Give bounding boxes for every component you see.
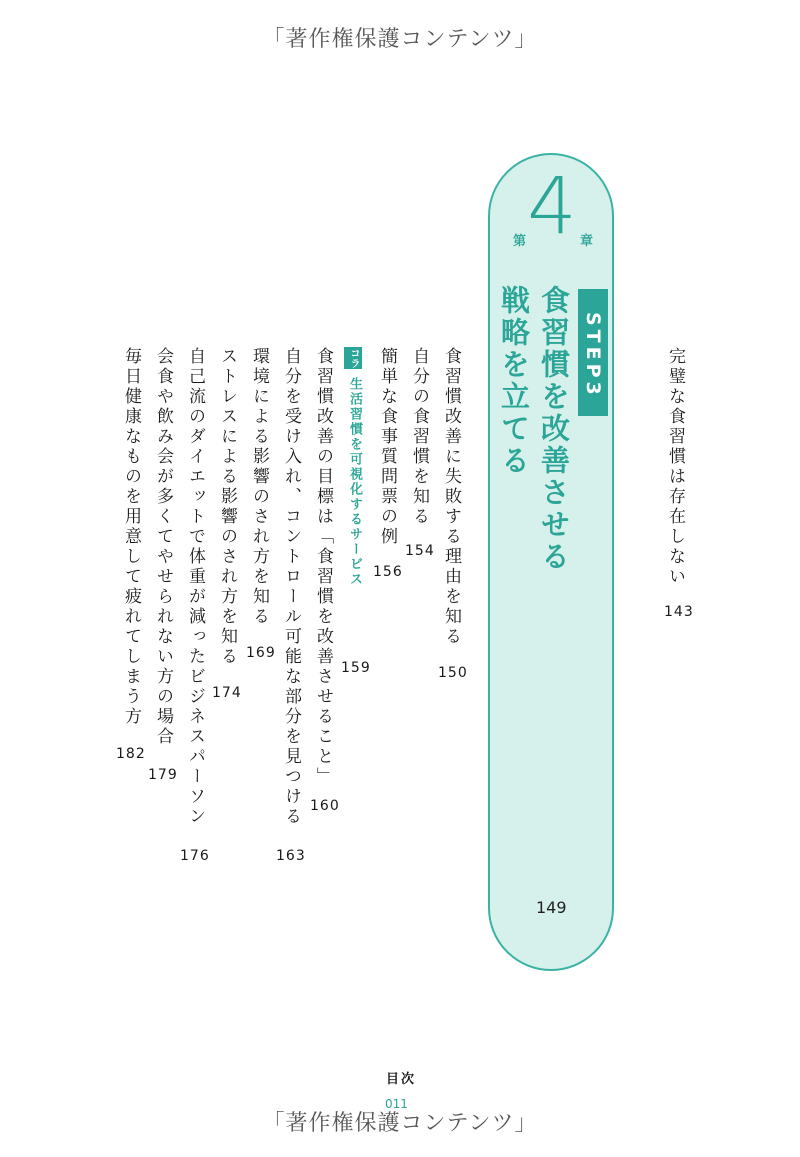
toc-entry[interactable]: 会食や飲み会が多くてやせられない方の場合 — [153, 347, 173, 747]
toc-entry-page: 182 — [116, 746, 146, 762]
chapter-title-line2: 戦略を立てる — [497, 285, 531, 477]
toc-entry[interactable]: 毎日健康なものを用意して疲れてしまう方 — [121, 347, 141, 727]
step-badge: STEP3 — [578, 289, 608, 416]
watermark-bottom: 「著作権保護コンテンツ」 — [262, 1111, 538, 1136]
toc-entry-page: 176 — [180, 848, 210, 864]
chapter-title-line1: 食習慣を改善させる — [537, 285, 571, 573]
toc-entry[interactable]: 自分の食習慣を知る — [409, 347, 429, 527]
toc-entry-page: 174 — [212, 685, 242, 701]
chapter-suffix: 章 — [580, 234, 594, 249]
toc-entry[interactable]: 環境による影響のされ方を知る — [249, 347, 269, 627]
toc-entry[interactable]: 簡単な食事質問票の例 — [377, 347, 397, 547]
toc-entry[interactable]: 食習慣改善の目標は「食習慣を改善させること」 — [313, 347, 333, 787]
chapter-number: 4 — [527, 162, 577, 252]
toc-entry-page: 150 — [438, 665, 468, 681]
toc-entry[interactable]: 自己流のダイエットで体重が減ったビジネスパーソン — [185, 347, 205, 827]
toc-entry-page: 156 — [373, 564, 403, 580]
toc-entry-prev-page: 143 — [664, 604, 694, 620]
chapter-page: 149 — [536, 898, 567, 917]
toc-entry-page: 169 — [246, 645, 276, 661]
toc-entry-page: 154 — [405, 543, 435, 559]
column-label: コラム — [344, 347, 362, 369]
footer-page-number: 011 — [385, 1097, 408, 1111]
column-page: 159 — [341, 660, 371, 676]
column-title[interactable]: 生活習慣を可視化するサービス — [347, 377, 362, 587]
toc-entry-prev[interactable]: 完璧な食習慣は存在しない — [665, 347, 685, 587]
toc-entry[interactable]: ストレスによる影響のされ方を知る — [217, 347, 237, 667]
toc-entry[interactable]: 自分を受け入れ、コントロール可能な部分を見つける — [281, 347, 301, 827]
footer-toc-label: 目次 — [386, 1072, 417, 1087]
watermark-top: 「著作権保護コンテンツ」 — [262, 27, 538, 52]
toc-entry-page: 160 — [310, 798, 340, 814]
toc-entry-page: 179 — [148, 767, 178, 783]
toc-entry[interactable]: 食習慣改善に失敗する理由を知る — [441, 347, 461, 647]
chapter-prefix: 第 — [513, 234, 527, 249]
toc-entry-page: 163 — [276, 848, 306, 864]
